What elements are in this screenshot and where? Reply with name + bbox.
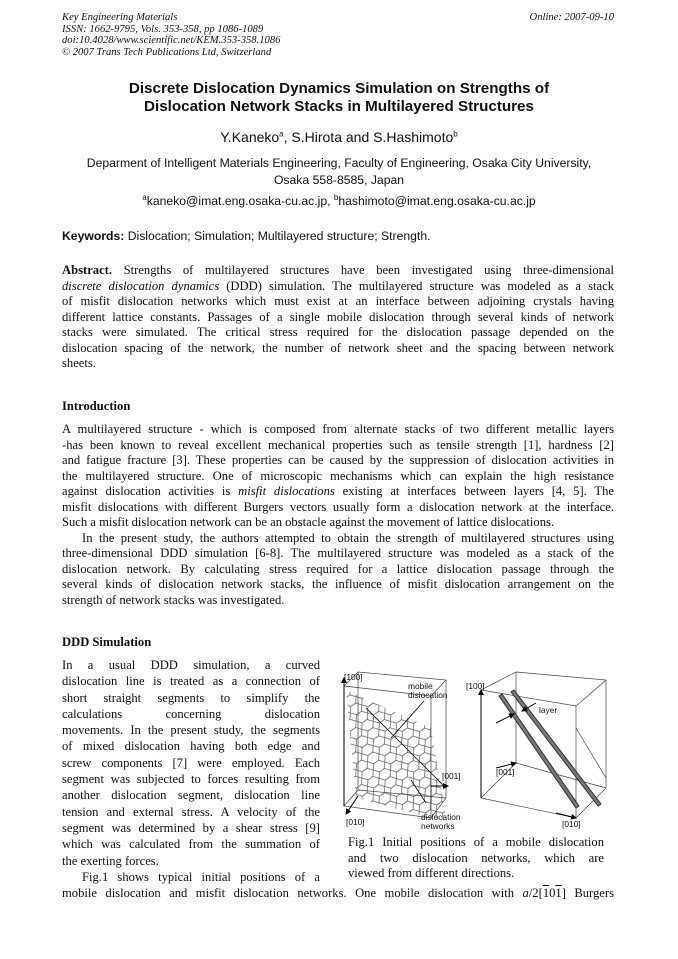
text-run: short straight segments to simplify the xyxy=(62,690,320,705)
text-run: the multilayered structure. One of microscopic mechanisms which can explain the high resistance xyxy=(62,468,614,483)
text-run: A multilayered structure - which is composed from alternate stacks of two different metallic layers xyxy=(62,422,614,436)
text-run: a xyxy=(522,886,529,900)
ddd-full-width xyxy=(62,886,614,902)
text-run: viewed from different directions. xyxy=(348,866,515,880)
text-run: the exerting forces. xyxy=(62,853,159,868)
text-run: mobile dislocation and misfit dislocation networks. One mobile dislocation with xyxy=(62,886,523,900)
text-line xyxy=(62,787,320,803)
text-run: Strengths of multilayered structures have been investigated using three-dimensional xyxy=(112,263,614,277)
journal-name: Key Engineering Materials xyxy=(62,12,178,23)
text-line xyxy=(62,820,320,836)
text-run: tension and external stress. A velocity of the xyxy=(62,804,320,819)
text-line xyxy=(62,593,614,609)
emails xyxy=(40,193,638,208)
figure-1 xyxy=(336,668,616,833)
layer-arrow xyxy=(496,714,514,723)
text-line xyxy=(62,706,320,722)
text-run: dislocation network. By calculating stress required for a lattice dislocation passage through the xyxy=(62,561,614,576)
text-line xyxy=(62,722,320,738)
text-line xyxy=(62,771,320,787)
figure-1-caption xyxy=(348,835,604,882)
text-line xyxy=(62,325,614,341)
text-run: different lattice constants. Passages of a single mobile dislocation through several kinds of network xyxy=(62,309,614,324)
text-run: 1 xyxy=(555,886,562,900)
text-run: several kinds of dislocation network stacks, the influence of misfit dislocation arrangement on the xyxy=(62,577,614,591)
text-run: calculations concerning dislocation xyxy=(62,706,320,721)
text-run: screw components [7] were employed. Each xyxy=(62,755,320,770)
text-line xyxy=(62,738,320,754)
axis-label-010-right: [010] xyxy=(562,819,581,829)
text-line xyxy=(62,515,614,531)
text-line xyxy=(62,341,614,357)
text-line xyxy=(62,657,320,673)
online-date: Online: 2007-09-10 xyxy=(529,12,614,23)
text-line xyxy=(62,263,614,279)
paper-title xyxy=(40,80,638,116)
text-line xyxy=(62,422,614,438)
text-run: dislocation line is treated as a connection of xyxy=(62,674,320,689)
title-line: Dislocation Network Stacks in Multilayered Structures xyxy=(144,98,534,115)
text-line xyxy=(62,755,320,771)
axis-label-001-right: [001] xyxy=(496,767,515,777)
text-line xyxy=(348,851,604,867)
text-run: discrete dislocation dynamics xyxy=(62,278,220,293)
text-line xyxy=(62,562,614,578)
text-run: segment was subjected to forces resulting from xyxy=(62,772,320,787)
affil-mark: b xyxy=(333,193,339,202)
affil-mark: a xyxy=(142,193,147,202)
figure-1-diagram xyxy=(336,668,616,833)
text-run: dislocation spacing of the network, the number of network sheet and the spacing between network xyxy=(62,340,614,355)
text-line xyxy=(62,577,614,593)
text-run: misfit dislocations xyxy=(238,484,335,498)
text-line xyxy=(62,484,614,500)
text-line xyxy=(62,469,614,485)
text-line xyxy=(348,835,604,851)
text-run: ] Burgers xyxy=(561,886,614,900)
affil-mark: a xyxy=(279,129,284,139)
text-run: of misfit dislocation networks which must exist at an interface between adjoining crystals having xyxy=(62,294,614,308)
text-run: stacks were simulated. The critical stress required for the dislocation passage depended on the xyxy=(62,325,614,339)
text-line xyxy=(62,690,320,706)
text-line xyxy=(62,836,320,852)
affiliation xyxy=(40,155,638,189)
text-line xyxy=(62,804,320,820)
doi-line: doi:10.4028/www.scientific.net/KEM.353-358.1086 xyxy=(62,35,281,47)
keywords-text: Dislocation; Simulation; Multilayered structure; Strength. xyxy=(124,229,431,243)
ddd-left-column xyxy=(62,657,320,885)
axis-arrow-010 xyxy=(346,796,358,814)
abstract xyxy=(62,263,614,372)
text-run: -has been known to reveal excellent mechanical properties such as tensile strength [1], hardness [2] xyxy=(62,437,614,452)
text-run: and fatigue fracture [3]. These properties can be caused by the suppression of dislocation activities in xyxy=(62,453,614,467)
authors xyxy=(40,129,638,145)
text-line xyxy=(62,310,614,326)
text-run: against dislocation activities is xyxy=(62,484,239,498)
affiliation-line: Osaka 558-8585, Japan xyxy=(273,173,405,187)
text-run: 1 xyxy=(542,886,550,900)
text-run: which was calculated from the summation of xyxy=(62,837,320,852)
text-run: movements. In the present study, the segments xyxy=(62,723,320,738)
text-line xyxy=(62,500,614,516)
text-run: segment was determined by a shear stress [9] xyxy=(62,820,320,835)
text-line xyxy=(62,279,614,295)
text-line xyxy=(62,438,614,454)
author: Y.Kaneko xyxy=(220,129,280,145)
right-cube xyxy=(481,672,606,818)
text-run: Such a misfit dislocation network can be an obstacle against the movement of lattice dislocations. xyxy=(62,515,555,529)
text-line xyxy=(62,294,614,310)
keywords-label: Keywords: xyxy=(62,229,125,243)
axis-label-100: [100] xyxy=(344,672,363,682)
issn-line: ISSN: 1662-9795, Vols. 353-358, pp 1086-1089 xyxy=(62,23,264,35)
keywords xyxy=(62,229,431,243)
text-run: existing at interfaces between layers [4, 5]. The xyxy=(334,484,614,498)
text-run: (DDD) simulation. The multilayered structure was modeled as a stack xyxy=(219,278,614,293)
text-run: Fig.1 Initial positions of a mobile dislocation xyxy=(348,835,604,849)
text-line xyxy=(62,673,320,689)
text-run: /2[ xyxy=(528,886,543,900)
text-run: three-dimensional DDD simulation [6-8]. The multilayered structure was modeled as a stack of the xyxy=(62,546,614,560)
author: , S.Hirota and S.Hashimoto xyxy=(283,129,454,145)
text-run: misfit dislocations with different Burgers vectors usually form a dislocation network at the interface. xyxy=(62,499,614,514)
section-heading-introduction: Introduction xyxy=(62,399,131,413)
text-run: Abstract. xyxy=(62,263,113,277)
text-line xyxy=(62,356,614,372)
section-heading-ddd: DDD Simulation xyxy=(62,635,152,649)
axis-label-001: [001] xyxy=(442,771,461,781)
text-run: strength of network stacks was investigated. xyxy=(62,592,285,607)
text-line xyxy=(62,869,320,885)
axis-label-010: [010] xyxy=(346,817,365,827)
email-link[interactable]: hashimoto@imat.eng.osaka-cu.ac.jp xyxy=(338,194,536,209)
label-mobile-dislocation: mobile dislocation xyxy=(408,681,448,700)
axis-label-100-right: [100] xyxy=(466,681,485,691)
label-dislocation-networks: dislocation networks xyxy=(421,812,461,831)
text-run: of mixed dislocation having both edge and xyxy=(62,739,320,754)
text-run: and two dislocation networks, which are xyxy=(348,850,604,865)
affiliation-line: Deparment of Intelligent Materials Engineering, Faculty of Engineering, Osaka City University, xyxy=(86,156,592,170)
text-run: 0 xyxy=(549,886,556,900)
text-line xyxy=(62,886,614,902)
email-link[interactable]: kaneko@imat.eng.osaka-cu.ac.jp, xyxy=(146,194,334,209)
text-run: In a usual DDD simulation, a curved xyxy=(62,658,320,672)
label-layer: layer xyxy=(539,705,558,715)
text-line xyxy=(348,866,604,882)
text-run: sheets. xyxy=(62,356,96,370)
affil-mark: b xyxy=(453,129,458,139)
text-line xyxy=(62,546,614,562)
text-line xyxy=(62,453,614,469)
text-run: another dislocation segment, dislocation line xyxy=(62,788,320,803)
text-run: In the present study, the authors attempted to obtain the strength of multilayered structures using xyxy=(82,530,614,545)
text-line xyxy=(62,531,614,547)
journal-header xyxy=(62,12,280,58)
copyright-line: © 2007 Trans Tech Publications Ltd, Switzerland xyxy=(62,46,272,58)
title-line: Discrete Dislocation Dynamics Simulation on Strengths of xyxy=(128,80,550,97)
introduction-body xyxy=(62,422,614,608)
axis-arrow-010-right xyxy=(556,813,576,818)
text-line xyxy=(62,853,320,869)
text-run: Fig.1 shows typical initial positions of a xyxy=(82,869,320,884)
